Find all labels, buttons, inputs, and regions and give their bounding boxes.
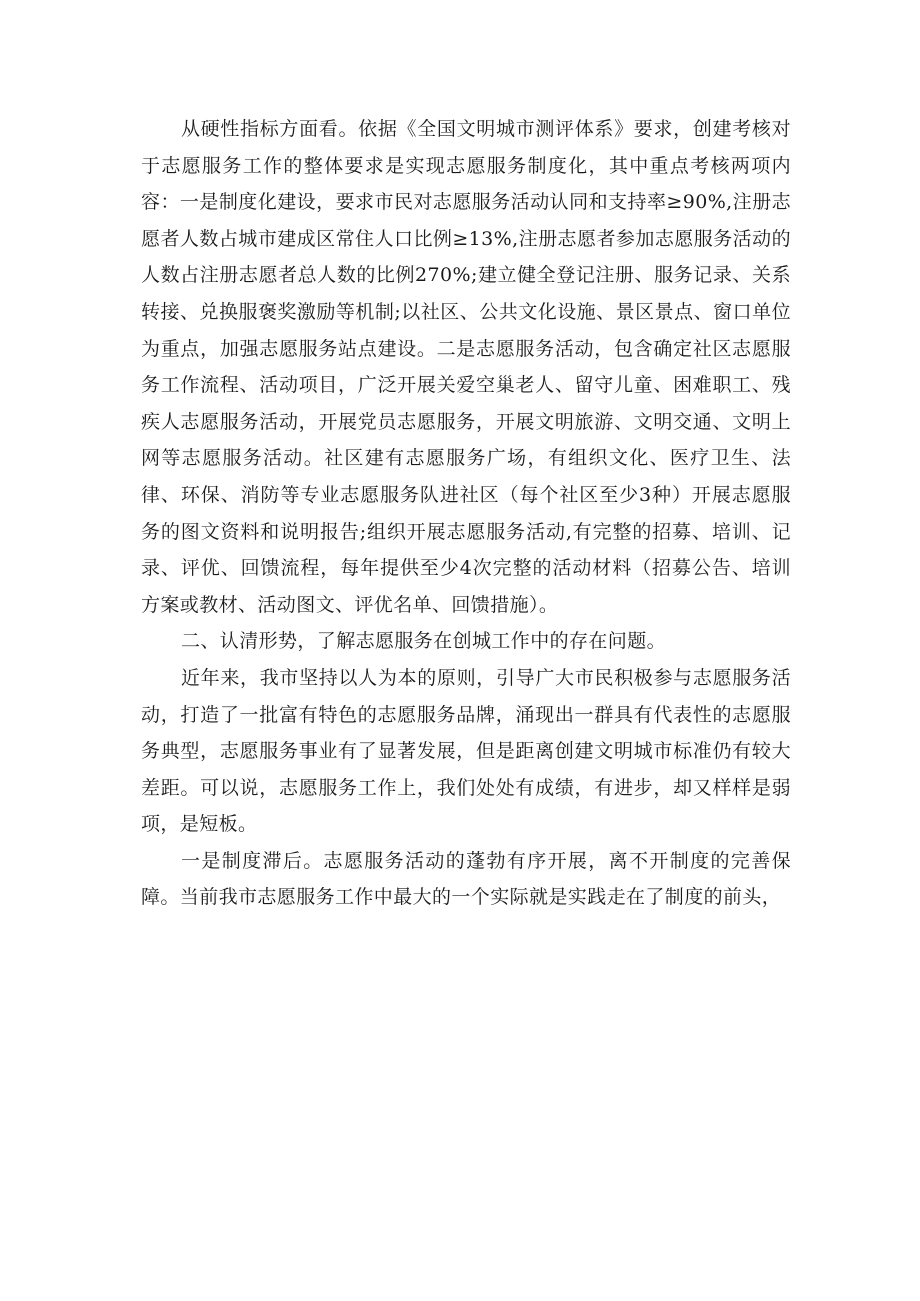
paragraph-recent-years: 近年来，我市坚持以人为本的原则，引导广大市民积极参与志愿服务活动，打造了一批富有特色的志愿服务品牌，涌现出一群具有代表性的志愿服务典型，志愿服务事业有了显著发展，但是距离创建文明城市标准仍有较大差距。可以说，志愿服务工作上，我们处处有成绩，有进步，却又样样是弱项，是短板。 [141, 666, 791, 836]
paragraph-section-heading: 二、认清形势，了解志愿服务在创城工作中的存在问题。 [181, 630, 667, 653]
document-body [141, 111, 791, 916]
paragraph-system-lag: 一是制度滞后。志愿服务活动的蓬勃有序开展，离不开制度的完善保障。当前我市志愿服务工作中最大的一个实际就是实践走在了制度的前头， [141, 849, 791, 909]
paragraph-indicators: 从硬性指标方面看。依据《全国文明城市测评体系》要求，创建考核对于志愿服务工作的整体要求是实现志愿服务制度化，其中重点考核两项内容：一是制度化建设，要求市民对志愿服务活动认同和支持率≥90%,注册志愿者人数占城市建成区常住人口比例≥13%,注册志愿者参加志愿服务活动的人数占注册志愿者总人数的比例270%;建立健全登记注册、服务记录、关系转接、兑换服褒奖激励等机制;以社区、公共文化设施、景区景点、窗口单位为重点，加强志愿服务站点建设。二是志愿服务活动，包含确定社区志愿服务工作流程、活动项目，广泛开展关爱空巢老人、留守儿童、困难职工、残疾人志愿服务活动，开展党员志愿服务，开展文明旅游、文明交通、文明上网等志愿服务活动。社区建有志愿服务广场，有组织文化、医疗卫生、法律、环保、消防等专业志愿服务队进社区（每个社区至少3种）开展志愿服务的图文资料和说明报告;组织开展志愿服务活动,有完整的招募、培训、记录、评优、回馈流程，每年提供至少4次完整的活动材料（招募公告、培训方案或教材、活动图文、评优名单、回馈措施）。 [141, 118, 791, 616]
